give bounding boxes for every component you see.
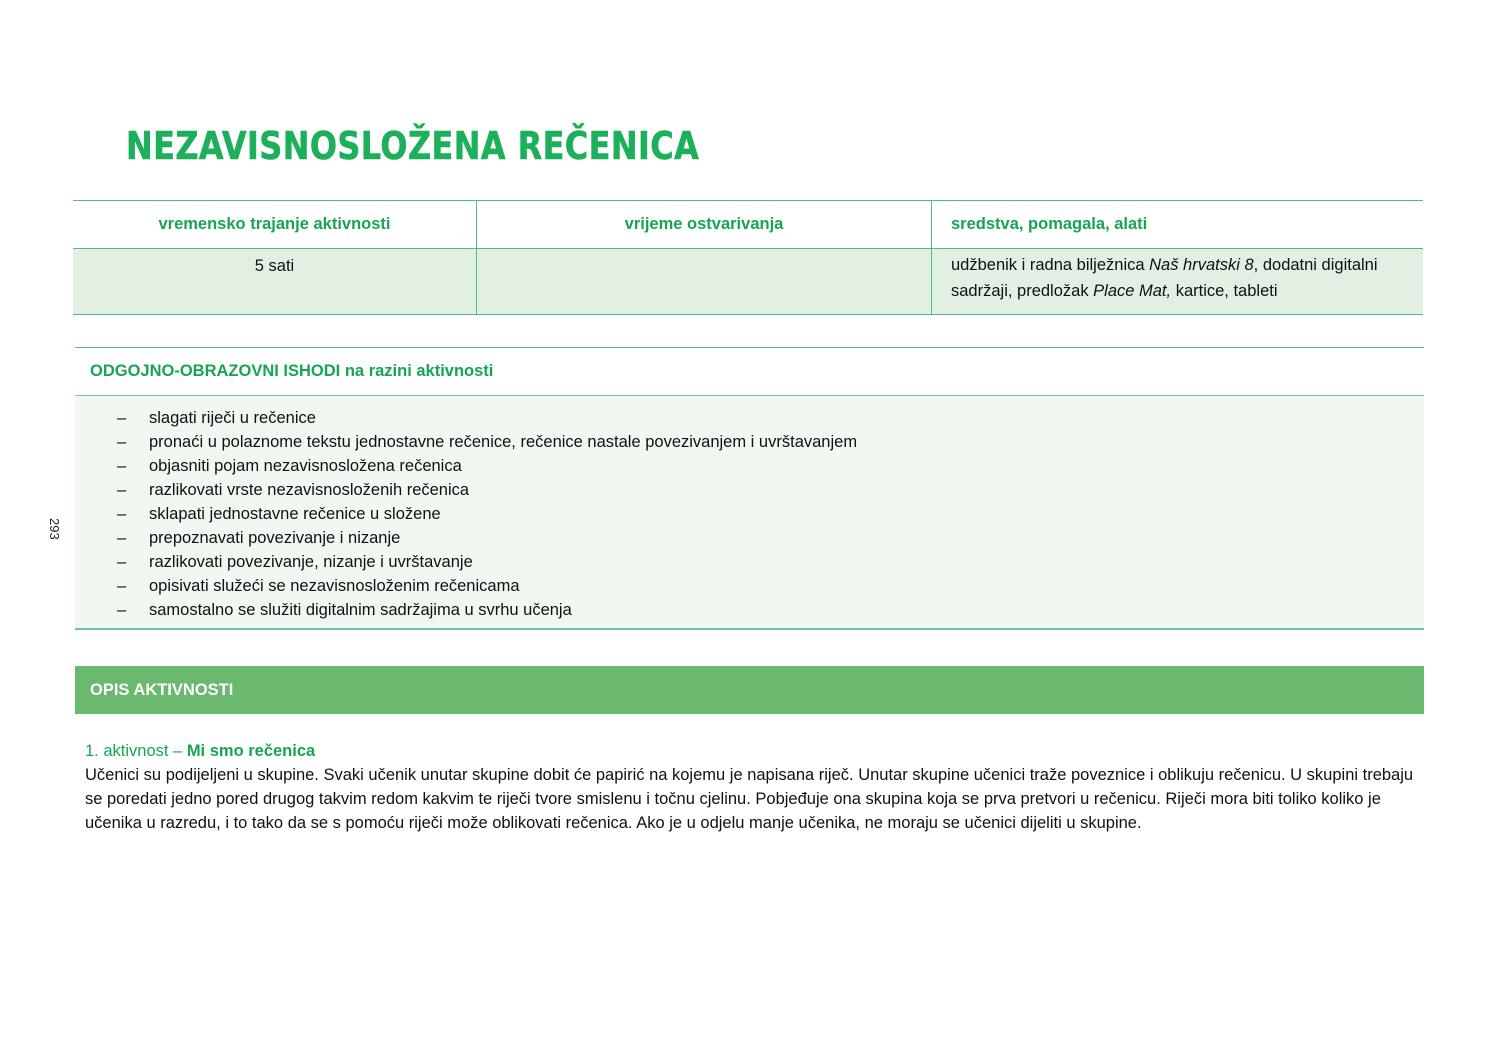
dash-bullet-icon: – <box>117 505 127 523</box>
cell-tools <box>932 249 1424 315</box>
outcomes-header-bold: ODGOJNO-OBRAZOVNI ISHODI <box>90 362 341 380</box>
dash-bullet-icon: – <box>117 433 127 451</box>
info-table <box>73 200 1423 315</box>
dash-bullet-icon: – <box>117 481 127 499</box>
outcome-item <box>75 574 1424 598</box>
outcome-text: objasniti pojam nezavisnosložena rečenica <box>149 457 462 475</box>
header-time: vrijeme ostvarivanja <box>477 201 932 249</box>
tools-text-c: , dodatni digitalni sadržaji, predložak <box>951 256 1378 300</box>
page-number: 293 <box>47 518 62 540</box>
description-header: OPIS AKTIVNOSTI <box>75 666 1424 714</box>
info-table-row <box>73 249 1423 315</box>
tools-text-a: udžbenik i radna bilježnica <box>951 256 1150 274</box>
outcome-item <box>75 502 1424 526</box>
activity-section <box>85 739 1415 835</box>
dash-bullet-icon: – <box>117 553 127 571</box>
outcomes-header <box>75 347 1424 396</box>
outcome-item <box>75 478 1424 502</box>
activity-prefix: 1. aktivnost – <box>85 742 187 760</box>
dash-bullet-icon: – <box>117 529 127 547</box>
outcomes-section <box>75 347 1424 630</box>
outcome-item <box>75 430 1424 454</box>
dash-bullet-icon: – <box>117 601 127 619</box>
outcome-text: razlikovati povezivanje, nizanje i uvrštavanje <box>149 553 473 571</box>
outcome-item <box>75 550 1424 574</box>
outcome-item <box>75 526 1424 550</box>
dash-bullet-icon: – <box>117 409 127 427</box>
tools-book-title: Naš hrvatski 8 <box>1149 256 1254 274</box>
outcome-item <box>75 406 1424 430</box>
outcome-text: slagati riječi u rečenice <box>149 409 316 427</box>
cell-time <box>477 249 932 315</box>
cell-duration: 5 sati <box>73 249 477 315</box>
tools-text-e: kartice, tableti <box>1171 282 1278 300</box>
outcome-item <box>75 454 1424 478</box>
outcome-text: prepoznavati povezivanje i nizanje <box>149 529 401 547</box>
outcome-text: pronaći u polaznome tekstu jednostavne rečenice, rečenice nastale povezivanjem i uvrštavanjem <box>149 433 858 451</box>
page-title: NEZAVISNOSLOŽENA REČENICA <box>126 124 700 168</box>
activity-name: Mi smo rečenica <box>186 742 316 760</box>
outcome-text: sklapati jednostavne rečenice u složene <box>149 505 441 523</box>
outcome-text: samostalno se služiti digitalnim sadržajima u svrhu učenja <box>149 601 572 619</box>
outcomes-list <box>75 396 1424 630</box>
tools-template-name: Place Mat, <box>1093 282 1172 300</box>
info-table-header-row <box>73 201 1423 249</box>
dash-bullet-icon: – <box>117 577 127 595</box>
outcomes-header-rest: na razini aktivnosti <box>340 362 494 380</box>
outcome-item <box>75 598 1424 622</box>
outcome-text: opisivati služeći se nezavisnosloženim rečenicama <box>149 577 520 595</box>
activity-title <box>85 739 1415 763</box>
header-duration: vremensko trajanje aktivnosti <box>73 201 477 249</box>
header-tools: sredstva, pomagala, alati <box>932 201 1424 249</box>
activity-text: Učenici su podijeljeni u skupine. Svaki učenik unutar skupine dobit će papirić na kojemu je napisana riječ. Unutar skupine učenici traže poveznice i oblikuju rečenicu. U skupini trebaju se poredati jedno pored drugog takvim redom kakvim te riječi tvore smislenu i točnu cjelinu. Pobjeđuje ona skupina koja se prva pretvori u rečenicu. Riječi mora biti toliko koliko je učenika u razredu, i to tako da se s pomoću riječi može oblikovati rečenica. Ako je u odjelu manje učenika, ne moraju se učenici dijeliti u skupine. <box>85 766 1414 832</box>
outcome-text: razlikovati vrste nezavisnosloženih rečenica <box>149 481 470 499</box>
dash-bullet-icon: – <box>117 457 127 475</box>
